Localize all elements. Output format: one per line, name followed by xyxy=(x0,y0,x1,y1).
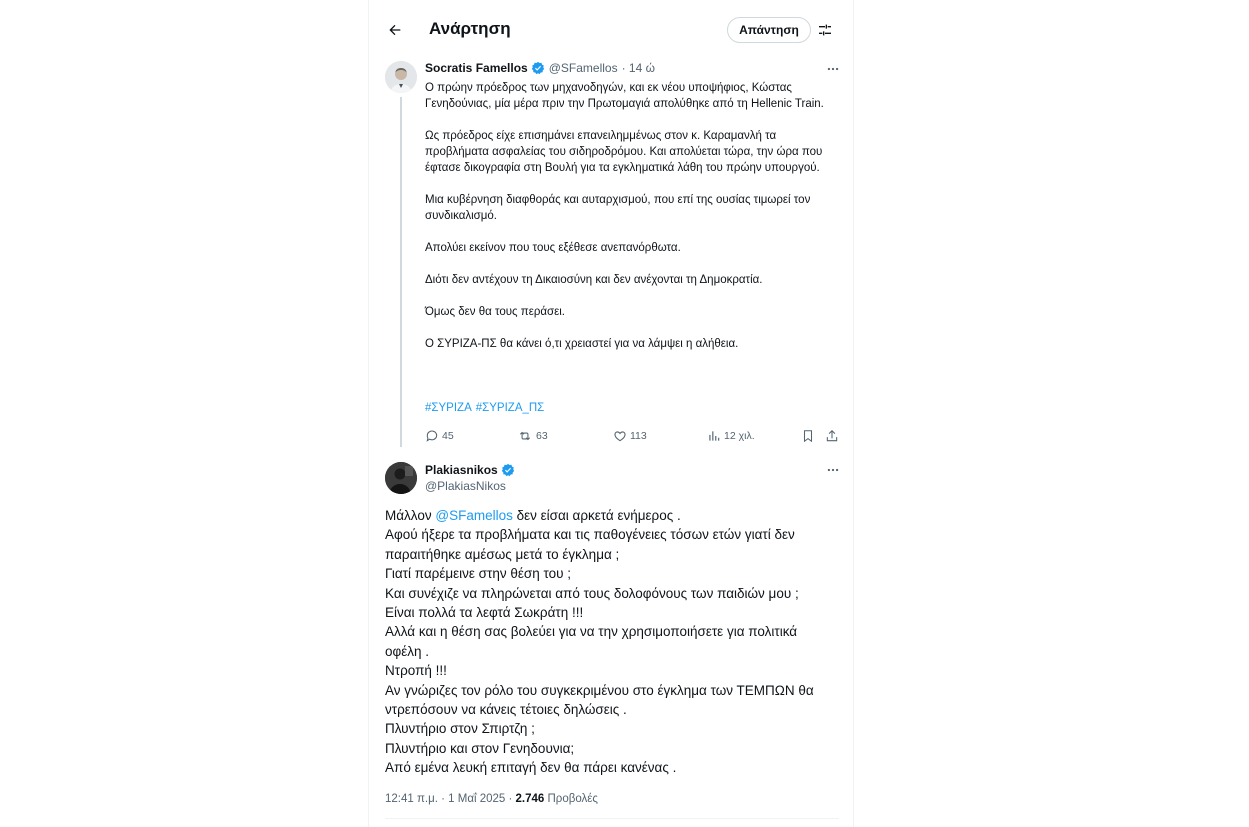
more-horizontal-icon xyxy=(826,463,840,477)
hashtags xyxy=(425,402,548,414)
divider xyxy=(385,818,839,819)
tweet-paragraph: Όμως δεν θα τους περάσει. xyxy=(425,306,565,318)
author-handle[interactable]: @SFamellos xyxy=(548,61,618,75)
reply-line: Αφού ήξερε τα προβλήματα και τις παθογένειες τόσων ετών γιατί δεν παραιτήθηκε αμέσως μετά το έγκλημα ; xyxy=(385,527,795,562)
reply-line: Ντροπή !!! xyxy=(385,663,447,679)
tweet-actions xyxy=(425,426,845,446)
page-title: Ανάρτηση xyxy=(429,19,511,38)
back-button[interactable] xyxy=(381,16,409,44)
tweet-paragraph: Ο ΣΥΡΙΖΑ-ΠΣ θα κάνει ό,τι χρειαστεί για να λάμψει η αλήθεια. xyxy=(425,338,739,350)
heart-icon xyxy=(613,429,627,443)
post-header xyxy=(369,10,855,50)
reply-count: 45 xyxy=(442,430,454,442)
tweet-meta xyxy=(385,793,598,805)
reply-line: Από εμένα λευκή επιταγή δεν θα πάρει κανένας . xyxy=(385,760,677,776)
tweet-paragraph: Διότι δεν αντέχουν τη Δικαιοσύνη και δεν ανέχονται τη Δημοκρατία. xyxy=(425,274,763,286)
repost-action[interactable] xyxy=(517,426,548,446)
hashtag-link[interactable]: #ΣΥΡΙΖΑ_ΠΣ xyxy=(475,402,545,414)
settings-button[interactable] xyxy=(813,18,837,42)
mention-link[interactable]: @SFamellos xyxy=(435,508,513,523)
verified-badge-icon xyxy=(531,61,545,75)
hashtag-link[interactable]: #ΣΥΡΙΖΑ xyxy=(425,402,472,414)
like-action[interactable] xyxy=(613,426,647,446)
tweet-text xyxy=(425,80,843,368)
more-options-button[interactable] xyxy=(822,461,844,479)
tweet-paragraph: Μια κυβέρνηση διαφθοράς και αυταρχισμού, που επί της ουσίας τιμωρεί τον συνδικαλισμό. xyxy=(425,194,811,222)
author-name[interactable]: Socratis Famellos xyxy=(425,61,528,75)
arrow-left-icon xyxy=(387,22,403,38)
bookmark-button[interactable] xyxy=(801,426,818,446)
repost-count: 63 xyxy=(536,430,548,442)
reply-line: Αν γνώριζες τον ρόλο του συγκεκριμένου στο έγκλημα των ΤΕΜΠΩΝ θα ντρεπόσουν να κάνεις τέτοιες δηλώσεις . xyxy=(385,682,814,718)
reply-line: Είναι πολλά τα λεφτά Σωκράτη !!! xyxy=(385,605,584,621)
verified-badge-icon xyxy=(501,463,515,477)
tweet-author xyxy=(425,61,655,75)
avatar[interactable] xyxy=(385,61,417,93)
reply-action[interactable] xyxy=(425,426,454,446)
repost-icon xyxy=(517,429,533,443)
sliders-icon xyxy=(817,22,833,38)
author-handle[interactable]: @PlakiasNikos xyxy=(425,479,506,493)
analytics-icon xyxy=(707,429,721,443)
like-count: 113 xyxy=(630,430,647,442)
tweet-time[interactable]: · 14 ώ xyxy=(621,61,655,75)
person-avatar-icon xyxy=(385,61,417,93)
share-icon xyxy=(825,429,839,443)
views-action[interactable] xyxy=(707,426,755,446)
reply-line: Πλυντήριο στον Σπιρτζη ; xyxy=(385,721,535,737)
views-label: Προβολές xyxy=(544,793,598,805)
reply-text-end: δεν είσαι αρκετά ενήμερος . xyxy=(512,508,681,523)
views-count: 2.746 xyxy=(515,793,545,805)
share-button[interactable] xyxy=(825,426,842,446)
reply-line: Και συνέχιζε να πληρώνεται από τους δολοφόνους των παιδιών μου ; xyxy=(385,585,799,601)
view-count: 12 χιλ. xyxy=(724,430,755,442)
reply-line: Πλυντήριο και στον Γενηδουνια; xyxy=(385,740,575,756)
bookmark-icon xyxy=(801,429,815,443)
reply-line xyxy=(385,506,835,525)
post-column xyxy=(368,0,854,827)
avatar[interactable] xyxy=(385,462,417,494)
reply-text-start: Μάλλον xyxy=(385,508,436,523)
author-name[interactable]: Plakiasnikos xyxy=(425,463,498,477)
more-options-button[interactable] xyxy=(822,60,844,78)
reply-line: Αλλά και η θέση σας βολεύει για να την χρησιμοποιήσετε για πολιτικά οφέλη . xyxy=(385,624,798,659)
tweet-paragraph: Απολύει εκείνον που τους εξέθεσε ανεπανόρθωτα. xyxy=(425,242,681,254)
thread-line xyxy=(400,97,402,447)
reply-author xyxy=(425,463,515,477)
more-horizontal-icon xyxy=(826,62,840,76)
reply-line: Γιατί παρέμεινε στην θέση του ; xyxy=(385,566,572,582)
reply-button[interactable]: Απάντηση xyxy=(727,17,811,43)
tweet-paragraph: Ο πρώην πρόεδρος των μηχανοδηγών, και εκ νέου υποψήφιος, Κώστας Γενηδούνιας, μία μέρα πριν την Πρωτομαγιά απολύθηκε από τη Hellenic Train. xyxy=(425,82,824,110)
reply-text xyxy=(385,506,835,778)
person-avatar-icon xyxy=(385,462,417,494)
tweet-paragraph: Ως πρόεδρος είχε επισημάνει επανειλημμένως στον κ. Καραμανλή τα προβλήματα ασφαλείας του σιδηροδρόμου. Και απολύεται τώρα, την ώρα που έφτασε δικογραφία στη Βουλή για τα εγκληματικά λάθη του πρώην υπουργού. xyxy=(425,130,823,174)
comment-icon xyxy=(425,429,439,443)
timestamp[interactable]: 12:41 π.μ. · 1 Μαΐ 2025 · xyxy=(385,793,516,805)
